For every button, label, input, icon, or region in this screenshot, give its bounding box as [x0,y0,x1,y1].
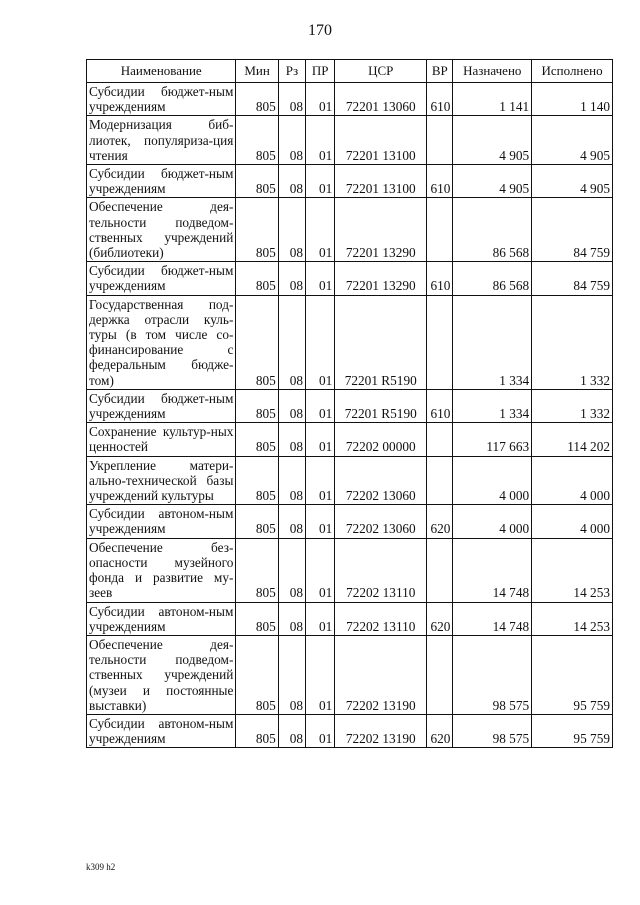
cell-min: 805 [236,456,278,505]
cell-assigned: 4 905 [453,165,532,198]
footer-code: k309 h2 [86,862,116,872]
table-row [87,83,613,116]
cell-name: Обеспечение дея-тельности подведом-ственных учреждений (библиотеки) [87,198,236,262]
cell-pr: 01 [306,198,335,262]
cell-csr: 72201 13060 [335,83,427,116]
cell-rz: 08 [278,198,305,262]
cell-executed: 14 253 [532,538,613,602]
cell-vr [427,116,453,165]
cell-csr: 72201 R5190 [335,295,427,389]
cell-rz: 08 [278,295,305,389]
cell-csr: 72201 R5190 [335,389,427,422]
header-csr: ЦСР [335,60,427,83]
cell-rz: 08 [278,83,305,116]
cell-pr: 01 [306,262,335,295]
cell-name: Субсидии бюджет-ным учреждениям [87,165,236,198]
cell-assigned: 1 334 [453,389,532,422]
cell-executed: 14 253 [532,602,613,635]
cell-name: Обеспечение дея-тельности подведом-ственных учреждений (музеи и постоянные выставки) [87,635,236,714]
cell-csr: 72201 13100 [335,116,427,165]
cell-rz: 08 [278,602,305,635]
table-row [87,505,613,538]
cell-min: 805 [236,389,278,422]
cell-vr [427,423,453,456]
cell-csr: 72202 13110 [335,538,427,602]
cell-assigned: 98 575 [453,714,532,747]
cell-assigned: 86 568 [453,198,532,262]
cell-assigned: 4 000 [453,456,532,505]
cell-min: 805 [236,423,278,456]
table-row [87,456,613,505]
cell-vr: 610 [427,83,453,116]
cell-assigned: 86 568 [453,262,532,295]
cell-csr: 72202 13110 [335,602,427,635]
cell-pr: 01 [306,295,335,389]
cell-vr [427,538,453,602]
cell-rz: 08 [278,262,305,295]
cell-executed: 84 759 [532,198,613,262]
cell-min: 805 [236,505,278,538]
cell-vr [427,295,453,389]
cell-name: Субсидии автоном-ным учреждениям [87,714,236,747]
cell-min: 805 [236,714,278,747]
table-header-row [87,60,613,83]
cell-rz: 08 [278,389,305,422]
cell-pr: 01 [306,714,335,747]
cell-name: Обеспечение без-опасности музейного фонда и развитие му-зеев [87,538,236,602]
cell-rz: 08 [278,505,305,538]
cell-pr: 01 [306,538,335,602]
cell-assigned: 4 000 [453,505,532,538]
cell-assigned: 98 575 [453,635,532,714]
cell-name: Субсидии бюджет-ным учреждениям [87,262,236,295]
cell-pr: 01 [306,83,335,116]
table-row [87,423,613,456]
cell-vr: 610 [427,262,453,295]
cell-pr: 01 [306,423,335,456]
cell-min: 805 [236,538,278,602]
cell-assigned: 4 905 [453,116,532,165]
cell-vr [427,635,453,714]
cell-executed: 1 140 [532,83,613,116]
cell-vr: 620 [427,505,453,538]
cell-csr: 72202 13060 [335,505,427,538]
cell-min: 805 [236,116,278,165]
cell-name: Модернизация биб-лиотек, популяриза-ция чтения [87,116,236,165]
cell-pr: 01 [306,116,335,165]
header-min: Мин [236,60,278,83]
cell-rz: 08 [278,538,305,602]
cell-name: Субсидии автоном-ным учреждениям [87,602,236,635]
cell-csr: 72202 13190 [335,714,427,747]
cell-vr [427,198,453,262]
cell-pr: 01 [306,602,335,635]
cell-min: 805 [236,635,278,714]
table-row [87,116,613,165]
cell-executed: 95 759 [532,714,613,747]
cell-executed: 4 000 [532,505,613,538]
cell-assigned: 117 663 [453,423,532,456]
cell-vr [427,456,453,505]
cell-name: Субсидии бюджет-ным учреждениям [87,83,236,116]
page-number: 170 [308,22,332,39]
cell-vr: 610 [427,389,453,422]
cell-executed: 1 332 [532,295,613,389]
table-row [87,165,613,198]
cell-pr: 01 [306,456,335,505]
cell-csr: 72201 13290 [335,198,427,262]
cell-pr: 01 [306,635,335,714]
header-rz: Рз [278,60,305,83]
header-name: Наименование [87,60,236,83]
table-row [87,198,613,262]
table-row [87,714,613,747]
cell-executed: 1 332 [532,389,613,422]
cell-rz: 08 [278,635,305,714]
cell-vr: 620 [427,714,453,747]
cell-name: Укрепление матери-ально-технической базы учреждений культуры [87,456,236,505]
cell-vr: 620 [427,602,453,635]
cell-executed: 84 759 [532,262,613,295]
table-row [87,602,613,635]
cell-assigned: 1 141 [453,83,532,116]
cell-pr: 01 [306,505,335,538]
cell-name: Субсидии бюджет-ным учреждениям [87,389,236,422]
cell-csr: 72201 13290 [335,262,427,295]
cell-min: 805 [236,83,278,116]
cell-min: 805 [236,165,278,198]
cell-csr: 72202 13060 [335,456,427,505]
cell-pr: 01 [306,165,335,198]
cell-csr: 72202 13190 [335,635,427,714]
cell-assigned: 1 334 [453,295,532,389]
table-row [87,262,613,295]
header-pr: ПР [306,60,335,83]
cell-pr: 01 [306,389,335,422]
cell-vr: 610 [427,165,453,198]
table-row [87,389,613,422]
cell-assigned: 14 748 [453,538,532,602]
header-executed: Исполнено [532,60,613,83]
header-assigned: Назначено [453,60,532,83]
cell-assigned: 14 748 [453,602,532,635]
cell-executed: 114 202 [532,423,613,456]
table-row [87,295,613,389]
cell-rz: 08 [278,456,305,505]
cell-executed: 4 000 [532,456,613,505]
cell-min: 805 [236,295,278,389]
cell-rz: 08 [278,423,305,456]
cell-executed: 95 759 [532,635,613,714]
cell-rz: 08 [278,116,305,165]
header-vr: ВР [427,60,453,83]
cell-executed: 4 905 [532,116,613,165]
table-row [87,538,613,602]
cell-name: Субсидии автоном-ным учреждениям [87,505,236,538]
cell-min: 805 [236,198,278,262]
cell-executed: 4 905 [532,165,613,198]
cell-rz: 08 [278,165,305,198]
cell-name: Сохранение культур-ных ценностей [87,423,236,456]
table-row [87,635,613,714]
cell-min: 805 [236,602,278,635]
cell-min: 805 [236,262,278,295]
cell-csr: 72202 00000 [335,423,427,456]
cell-csr: 72201 13100 [335,165,427,198]
cell-rz: 08 [278,714,305,747]
cell-name: Государственная под-держка отрасли куль-туры (в том числе со-финансирование с федеральным бюдже-том) [87,295,236,389]
budget-table [86,59,613,748]
